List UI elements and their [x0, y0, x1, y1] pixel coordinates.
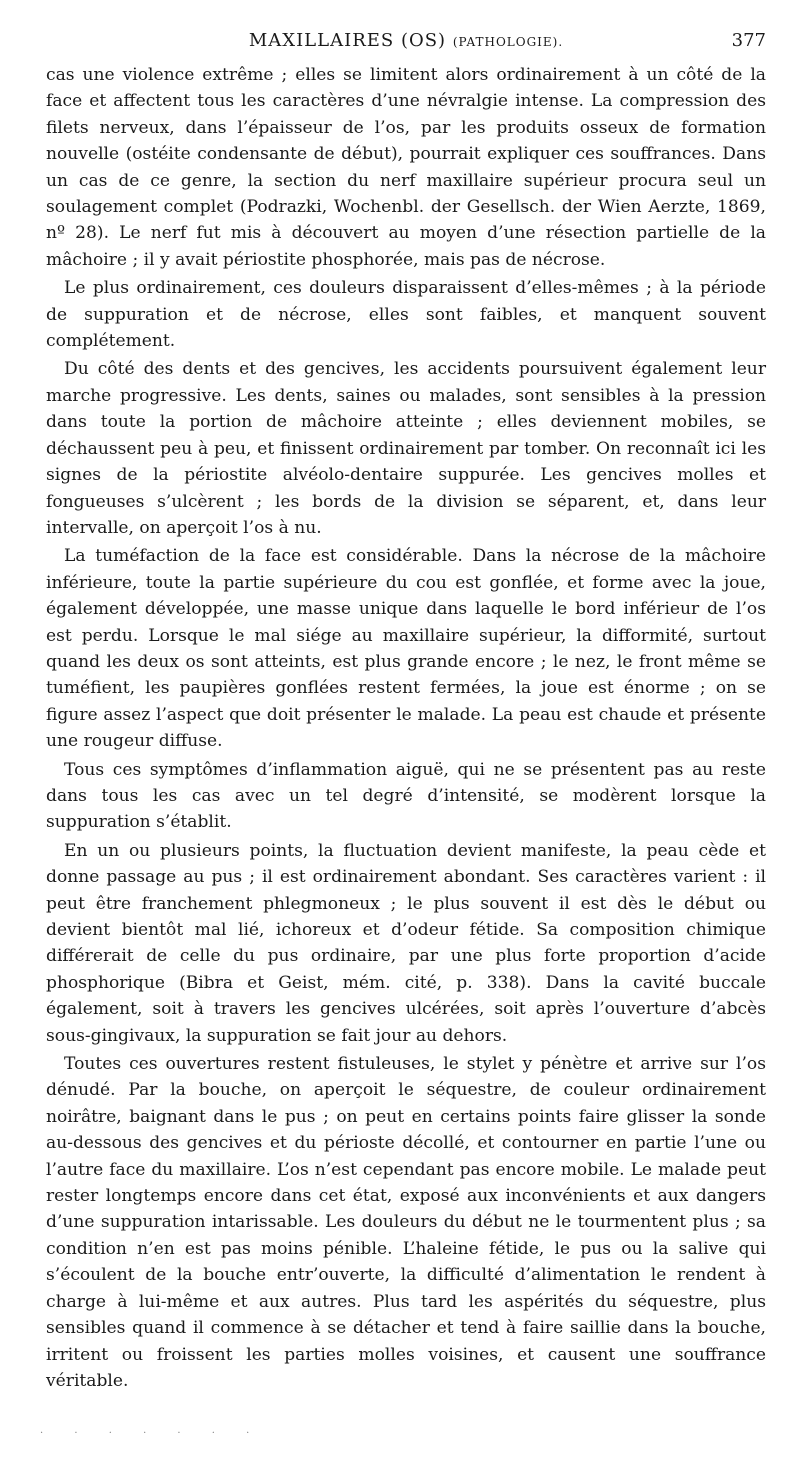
running-title	[46, 30, 766, 51]
running-title-main: MAXILLAIRES (OS)	[248, 30, 447, 51]
paragraph: cas une violence extrême ; elles se limitent alors ordinairement à un côté de la face et affectent tous les caractères d’une névralgie intense. La compression des filets nerveux, dans l’épaisseur de l’os, par les produits osseux de formation nouvelle (ostéite condensante de début), pourrait expliquer ces souffrances. Dans un cas de ce genre, la section du nerf maxillaire supérieur procura seul un soulagement complet (Podrazki, Wochenbl. der Gesellsch. der Wien Aerzte, 1869, nº 28). Le nerf fut mis à découvert au moyen d’une résection partielle de la mâchoire ; il y avait périostite phosphorée, mais pas de nécrose.	[46, 65, 766, 270]
paragraph: Le plus ordinairement, ces douleurs disparaissent d’elles-mêmes ; à la période de suppuration et de nécrose, elles sont faibles, et manquent souvent complétement.	[46, 278, 766, 352]
paragraph: La tuméfaction de la face est considérable. Dans la nécrose de la mâchoire inférieure, toute la partie supérieure du cou est gonflée, et forme avec la joue, également développée, une masse unique dans laquelle le bord inférieur de l’os est perdu. Lorsque le mal siége au maxillaire supérieur, la difformité, surtout quand les deux os sont atteints, est plus grande encore ; le nez, le front même se tuméfient, les paupières gonflées restent fermées, la joue est énorme ; on se figure assez l’aspect que doit présenter le malade. La peau est chaude et présente une rougeur diffuse.	[46, 546, 766, 752]
running-title-subtitle: (PATHOLOGIE).	[452, 35, 564, 49]
page-number: 377	[731, 30, 766, 51]
scan-artifact-marks: · · · · · · ·	[40, 1428, 264, 1439]
paragraph: Toutes ces ouvertures restent fistuleuses, le stylet y pénètre et arrive sur l’os dénudé. Par la bouche, on aperçoit le séquestre, de couleur ordinairement noirâtre, baignant dans le pus ; on peut en certains points faire glisser la sonde au-dessous des gencives et du périoste décollé, et contourner en partie l’une ou l’autre face du maxillaire. L’os n’est cependant pas encore mobile. Le malade peut rester longtemps encore dans cet état, exposé aux inconvénients et aux dangers d’une suppuration intarissable. Les douleurs du début ne le tourmentent plus ; sa condition n’en est pas moins pénible. L’haleine fétide, le pus ou la salive qui s’écoulent de la bouche entr’ouverte, la difficulté d’alimentation le rendent à charge à lui-même et aux autres. Plus tard les aspérités du séquestre, plus sensibles quand il commence à se détacher et tend à faire saillie dans la bouche, irritent ou froissent les parties molles voisines, et causent une souffrance véritable.	[46, 1054, 766, 1391]
page-header	[46, 30, 766, 58]
paragraph: En un ou plusieurs points, la fluctuation devient manifeste, la peau cède et donne passage au pus ; il est ordinairement abondant. Ses caractères varient : il peut être franchement phlegmoneux ; le plus souvent il est dès le début ou devient bientôt mal lié, ichoreux et d’odeur fétide. Sa composition chimique différerait de celle du pus ordinaire, par une plus forte proportion d’acide phosphorique (Bibra et Geist, mém. cité, p. 338). Dans la cavité buccale également, soit à travers les gencives ulcérées, soit après l’ouverture d’abcès sous-gingivaux, la suppuration se fait jour au dehors.	[46, 840, 766, 1046]
paragraph: Tous ces symptômes d’inflammation aiguë, qui ne se présentent pas au reste dans tous les cas avec un tel degré d’intensité, se modèrent lorsque la suppuration s’établit.	[46, 759, 766, 833]
body-text	[46, 62, 766, 1394]
paragraph: Du côté des dents et des gencives, les accidents poursuivent également leur marche progressive. Les dents, saines ou malades, sont sensibles à la pression dans toute la portion de mâchoire atteinte ; elles deviennent mobiles, se déchaussent peu à peu, et finissent ordinairement par tomber. On reconnaît ici les signes de la périostite alvéolo-dentaire suppurée. Les gencives molles et fongueuses s’ulcèrent ; les bords de la division se séparent, et, dans leur intervalle, on aperçoit l’os à nu.	[46, 359, 766, 538]
